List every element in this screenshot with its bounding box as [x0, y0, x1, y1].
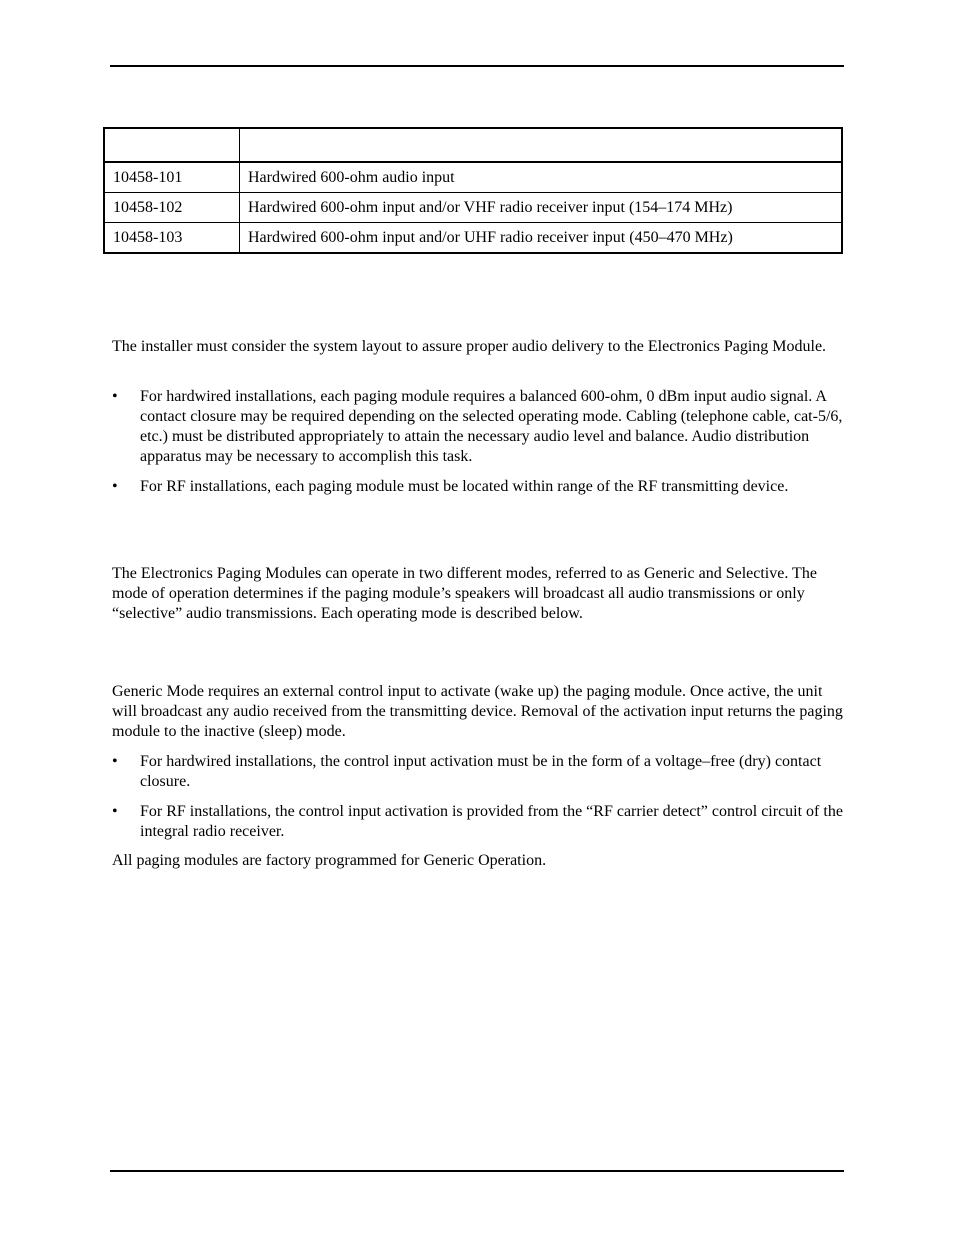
- table-row: [104, 162, 842, 193]
- table-header-row: [104, 128, 842, 162]
- bullet-text: For RF installations, each paging module must be located within range of the RF transmitting device.: [140, 478, 789, 495]
- header-rule: [110, 65, 844, 67]
- part-number-cell: 10458-103: [104, 223, 240, 254]
- operating-modes-paragraph: The Electronics Paging Modules can operate in two different modes, referred to as Generic and Selective. The mode of operation determines if the paging module’s speakers will broadcast all audio transmissions or only “selective” audio transmissions. Each operating mode is described below.: [112, 565, 817, 622]
- bullet-item-rf-range: [112, 477, 844, 497]
- bullet-icon: •: [112, 803, 118, 820]
- footer-rule: [110, 1170, 844, 1172]
- part-number-cell: 10458-101: [104, 162, 240, 193]
- part-number-cell: 10458-102: [104, 193, 240, 223]
- table-header-cell: [240, 128, 843, 162]
- description-cell: Hardwired 600-ohm input and/or VHF radio receiver input (154–174 MHz): [240, 193, 843, 223]
- bullet-text: For hardwired installations, the control input activation must be in the form of a voltage–free (dry) contact closure.: [140, 753, 822, 790]
- bullet-icon: •: [112, 478, 118, 495]
- bullet-item-rf-control: [112, 802, 844, 842]
- table-row: [104, 223, 842, 254]
- model-table: [103, 127, 843, 254]
- description-cell: Hardwired 600-ohm audio input: [240, 162, 843, 193]
- generic-mode-paragraph: Generic Mode requires an external control input to activate (wake up) the paging module. Once active, the unit will broadcast any audio received from the transmitting device. Removal of the activation input returns the paging module to the inactive (sleep) mode.: [112, 683, 843, 740]
- factory-default-paragraph: All paging modules are factory programmed for Generic Operation.: [112, 852, 547, 869]
- bullet-text: For hardwired installations, each paging module requires a balanced 600-ohm, 0 dBm input audio signal. A contact closure may be required depending on the selected operating mode. Cabling (telephone cable, cat-5/6, etc.) must be distributed appropriately to attain the necessary audio level and balance. Audio distribution apparatus may be necessary to accomplish this task.: [140, 388, 843, 465]
- bullet-icon: •: [112, 753, 118, 770]
- installation-intro-paragraph: The installer must consider the system layout to assure proper audio delivery to the Electronics Paging Module.: [112, 338, 827, 355]
- table-header-cell: [104, 128, 240, 162]
- description-cell: Hardwired 600-ohm input and/or UHF radio receiver input (450–470 MHz): [240, 223, 843, 254]
- table-row: [104, 193, 842, 223]
- bullet-icon: •: [112, 388, 118, 405]
- bullet-item-hardwired-audio: [112, 387, 844, 467]
- bullet-item-hardwired-control: [112, 752, 844, 792]
- bullet-text: For RF installations, the control input activation is provided from the “RF carrier detect” control circuit of the integral radio receiver.: [140, 803, 843, 840]
